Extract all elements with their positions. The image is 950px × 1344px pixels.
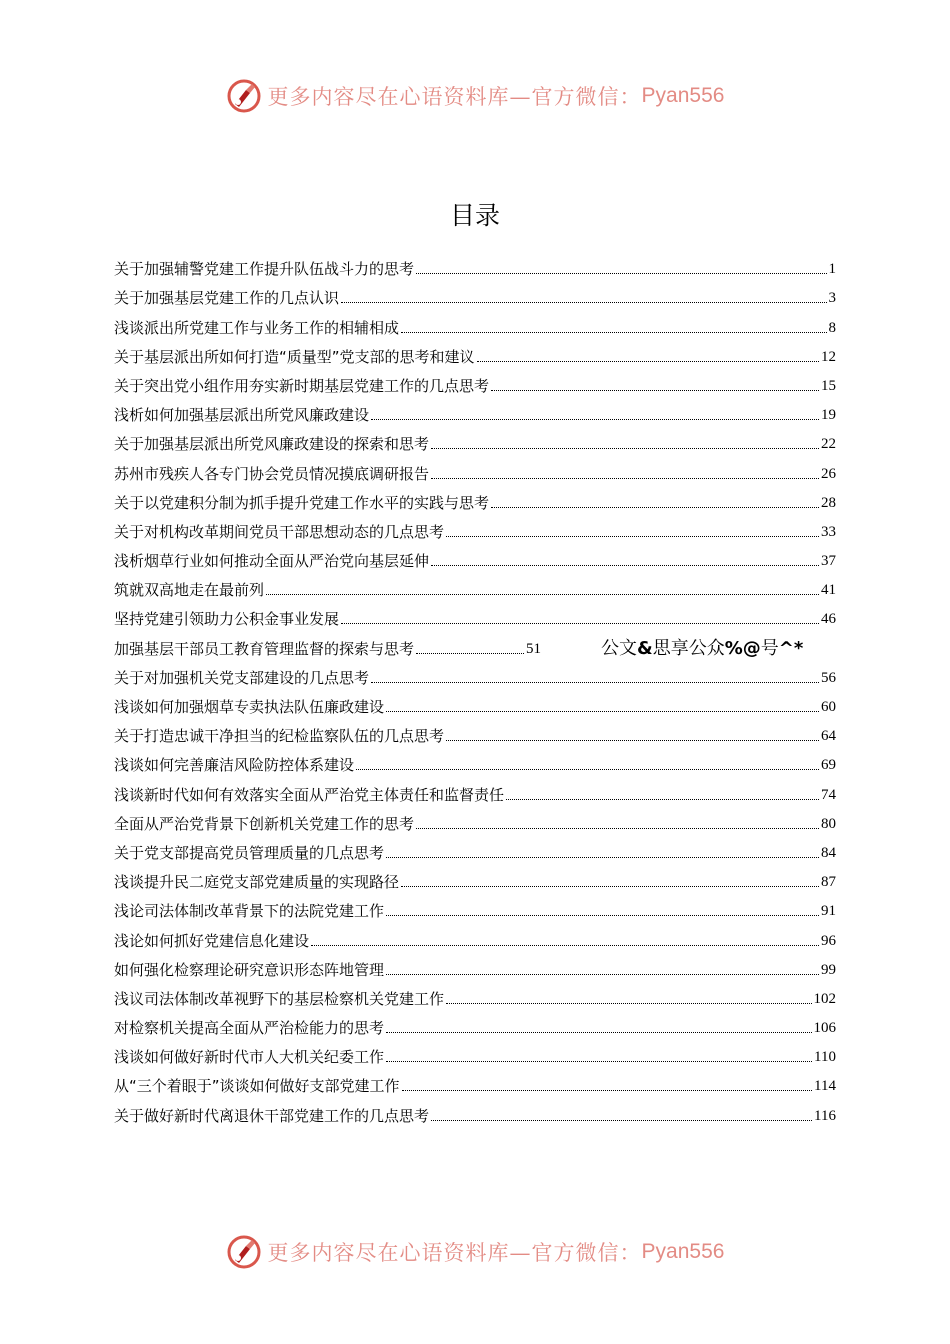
toc-entry[interactable] [114, 717, 836, 746]
dot-leader [416, 653, 524, 654]
toc-entry[interactable] [114, 921, 836, 950]
toc-entry[interactable] [114, 425, 836, 454]
toc-entry-title: 浅析烟草行业如何推动全面从严治党向基层延伸 [114, 552, 430, 571]
toc-entry-title: 如何强化检察理论研究意识形态阵地管理 [114, 960, 385, 979]
toc-entry-title: 关于以党建积分制为抓手提升党建工作水平的实践与思考 [114, 493, 490, 512]
toc-entry[interactable] [114, 951, 836, 980]
toc-entry-title: 关于打造忠诚干净担当的纪检监察队伍的几点思考 [114, 727, 445, 746]
toc-entry-title: 浅谈如何加强烟草专卖执法队伍廉政建设 [114, 698, 385, 716]
toc-entry[interactable] [114, 659, 836, 688]
toc-entry[interactable] [114, 1009, 836, 1038]
toc-entry-title: 关于党支部提高党员管理质量的几点思考 [114, 843, 385, 862]
toc-entry-page: 110 [814, 1049, 836, 1066]
toc-entry-page: 91 [821, 903, 836, 920]
toc-entry-page: 96 [821, 932, 836, 949]
toc-entry-page: 51 [526, 640, 542, 657]
toc-entry-title: 关于做好新时代离退休干部党建工作的几点思考 [114, 1106, 430, 1125]
watermark-id: Pyan556 [641, 84, 725, 107]
toc-entry[interactable] [114, 775, 836, 804]
dot-leader [416, 828, 819, 829]
toc-entry-page: 1 [828, 261, 836, 278]
toc-entry-page: 33 [821, 523, 836, 540]
toc-entry-title: 浅论司法体制改革背景下的法院党建工作 [114, 902, 385, 921]
dot-leader [491, 390, 819, 391]
watermark-header [0, 74, 950, 118]
toc-entry-title: 关于加强基层党建工作的几点认识 [114, 289, 340, 308]
toc-entry-page: 19 [821, 407, 836, 424]
pen-logo-icon [226, 78, 262, 114]
toc-entry-page: 12 [821, 348, 836, 365]
dot-leader [386, 1061, 812, 1062]
toc-entry-title: 浅谈如何做好新时代市人大机关纪委工作 [114, 1048, 385, 1067]
toc-entry-page: 80 [821, 815, 836, 832]
toc-entry[interactable] [114, 600, 836, 629]
toc-entry-title: 关于对加强机关党支部建设的几点思考 [114, 668, 370, 687]
toc-entry-page: 26 [821, 465, 836, 482]
toc-entry-page: 102 [813, 990, 836, 1007]
toc-entry-page: 87 [821, 874, 836, 891]
toc-entry-page: 56 [821, 669, 836, 686]
dot-leader [416, 273, 826, 274]
toc-entry-title: 从“三个着眼于”谈谈如何做好支部党建工作 [114, 1077, 400, 1096]
toc-entry-page: 99 [821, 961, 836, 978]
dot-leader [431, 478, 819, 479]
toc-entry[interactable] [114, 396, 836, 425]
toc-entry[interactable] [114, 338, 836, 367]
toc-entry-page: 116 [814, 1107, 836, 1124]
dot-leader [386, 711, 819, 712]
toc-entry-title: 坚持党建引领助力公积金事业发展 [114, 610, 340, 629]
toc-entry[interactable] [114, 542, 836, 571]
toc-entry[interactable] [114, 629, 836, 658]
toc-entry-title: 苏州市残疾人各专门协会党员情况摸底调研报告 [114, 464, 430, 483]
toc-entry-title: 浅议司法体制改革视野下的基层检察机关党建工作 [114, 989, 445, 1008]
dot-leader [401, 886, 819, 887]
dot-leader [386, 1032, 811, 1033]
watermark-id: Pyan556 [641, 1240, 725, 1263]
watermark-footer [0, 1230, 950, 1274]
toc-entry[interactable] [114, 367, 836, 396]
toc-entry-page: 69 [821, 757, 836, 774]
toc-entry-page: 22 [821, 436, 836, 453]
dot-leader [446, 740, 819, 741]
toc-entry-page: 60 [821, 699, 836, 715]
dot-leader [431, 565, 819, 566]
toc-entry-title: 筑就双高地走在最前列 [114, 581, 265, 600]
toc-entry[interactable] [114, 308, 836, 337]
dot-leader [386, 915, 819, 916]
dot-leader [491, 507, 819, 508]
toc-entry-page: 8 [828, 319, 836, 336]
page-title: 目录 [449, 201, 500, 230]
dot-leader [341, 302, 826, 303]
toc-entry[interactable] [114, 279, 836, 308]
toc-entry[interactable] [114, 834, 836, 863]
toc-entry-page: 64 [821, 728, 836, 745]
toc-entry[interactable] [114, 571, 836, 600]
toc-entry[interactable] [114, 484, 836, 513]
dot-leader [311, 945, 819, 946]
dot-leader [402, 1090, 813, 1091]
toc-entry-title: 浅谈如何完善廉洁风险防控体系建设 [114, 756, 355, 775]
toc-entry-page: 46 [821, 611, 836, 628]
toc-entry-title: 浅谈提升民二庭党支部党建质量的实现路径 [114, 873, 400, 892]
toc-entry[interactable] [114, 1096, 836, 1125]
toc-entry-page: 15 [821, 377, 836, 394]
dot-leader [431, 448, 819, 449]
toc-entry[interactable] [114, 980, 836, 1009]
toc-entry-title: 对检察机关提高全面从严治检能力的思考 [114, 1019, 385, 1038]
dot-leader [401, 332, 826, 333]
dot-leader [356, 769, 819, 770]
toc-entry[interactable] [114, 1038, 836, 1067]
dot-leader [371, 682, 819, 683]
toc-entry-page: 3 [828, 290, 836, 307]
toc-entry-page: 106 [813, 1020, 836, 1037]
toc-entry-title: 浅谈新时代如何有效落实全面从严治党主体责任和监督责任 [114, 785, 505, 804]
dot-leader [431, 1120, 812, 1121]
toc-entry-page: 37 [821, 553, 836, 570]
toc-entry-page: 41 [821, 582, 836, 599]
dot-leader [266, 594, 819, 595]
toc-entry[interactable] [114, 805, 836, 834]
toc-entry-title: 全面从严治党背景下创新机关党建工作的思考 [114, 814, 415, 833]
toc-entry[interactable] [114, 513, 836, 542]
toc-entry[interactable] [114, 454, 836, 483]
toc-entry-page: 28 [821, 494, 836, 511]
toc-entry-title: 浅论如何抓好党建信息化建设 [114, 931, 310, 950]
watermark-text: 更多内容尽在心语资料库—官方微信： [267, 85, 642, 109]
toc-entry-page: 84 [821, 844, 836, 861]
toc-entry-page: 114 [814, 1078, 836, 1095]
toc-entry[interactable] [114, 863, 836, 892]
dot-leader [477, 361, 819, 362]
watermark-text: 更多内容尽在心语资料库—官方微信： [267, 1241, 642, 1265]
toc-entry[interactable] [114, 746, 836, 775]
toc-entry-title: 关于对机构改革期间党员干部思想动态的几点思考 [114, 522, 445, 541]
dot-leader [341, 623, 819, 624]
dot-leader [446, 536, 819, 537]
pen-logo-icon [226, 1234, 262, 1270]
toc-entry[interactable] [114, 250, 836, 279]
toc-entry-title: 关于基层派出所如何打造“质量型”党支部的思考和建议 [114, 347, 475, 366]
watermark-stamp: 公文&思享公众%@号^* [601, 637, 804, 659]
table-of-contents [114, 250, 836, 1126]
toc-entry-title: 浅谈派出所党建工作与业务工作的相辅相成 [114, 318, 400, 337]
toc-entry-title: 关于突出党小组作用夯实新时期基层党建工作的几点思考 [114, 376, 490, 395]
toc-entry-title: 关于加强基层派出所党风廉政建设的探索和思考 [114, 435, 430, 454]
dot-leader [386, 974, 819, 975]
toc-entry-page: 74 [821, 786, 836, 803]
toc-entry-title: 关于加强辅警党建工作提升队伍战斗力的思考 [114, 260, 415, 279]
dot-leader [506, 799, 819, 800]
dot-leader [446, 1003, 811, 1004]
toc-entry[interactable] [114, 688, 836, 717]
toc-entry-title: 加强基层干部员工教育管理监督的探索与思考 [114, 639, 415, 658]
toc-entry-title: 浅析如何加强基层派出所党风廉政建设 [114, 406, 370, 425]
toc-entry[interactable] [114, 892, 836, 921]
dot-leader [371, 419, 819, 420]
dot-leader [386, 857, 819, 858]
toc-entry[interactable] [114, 1067, 836, 1096]
